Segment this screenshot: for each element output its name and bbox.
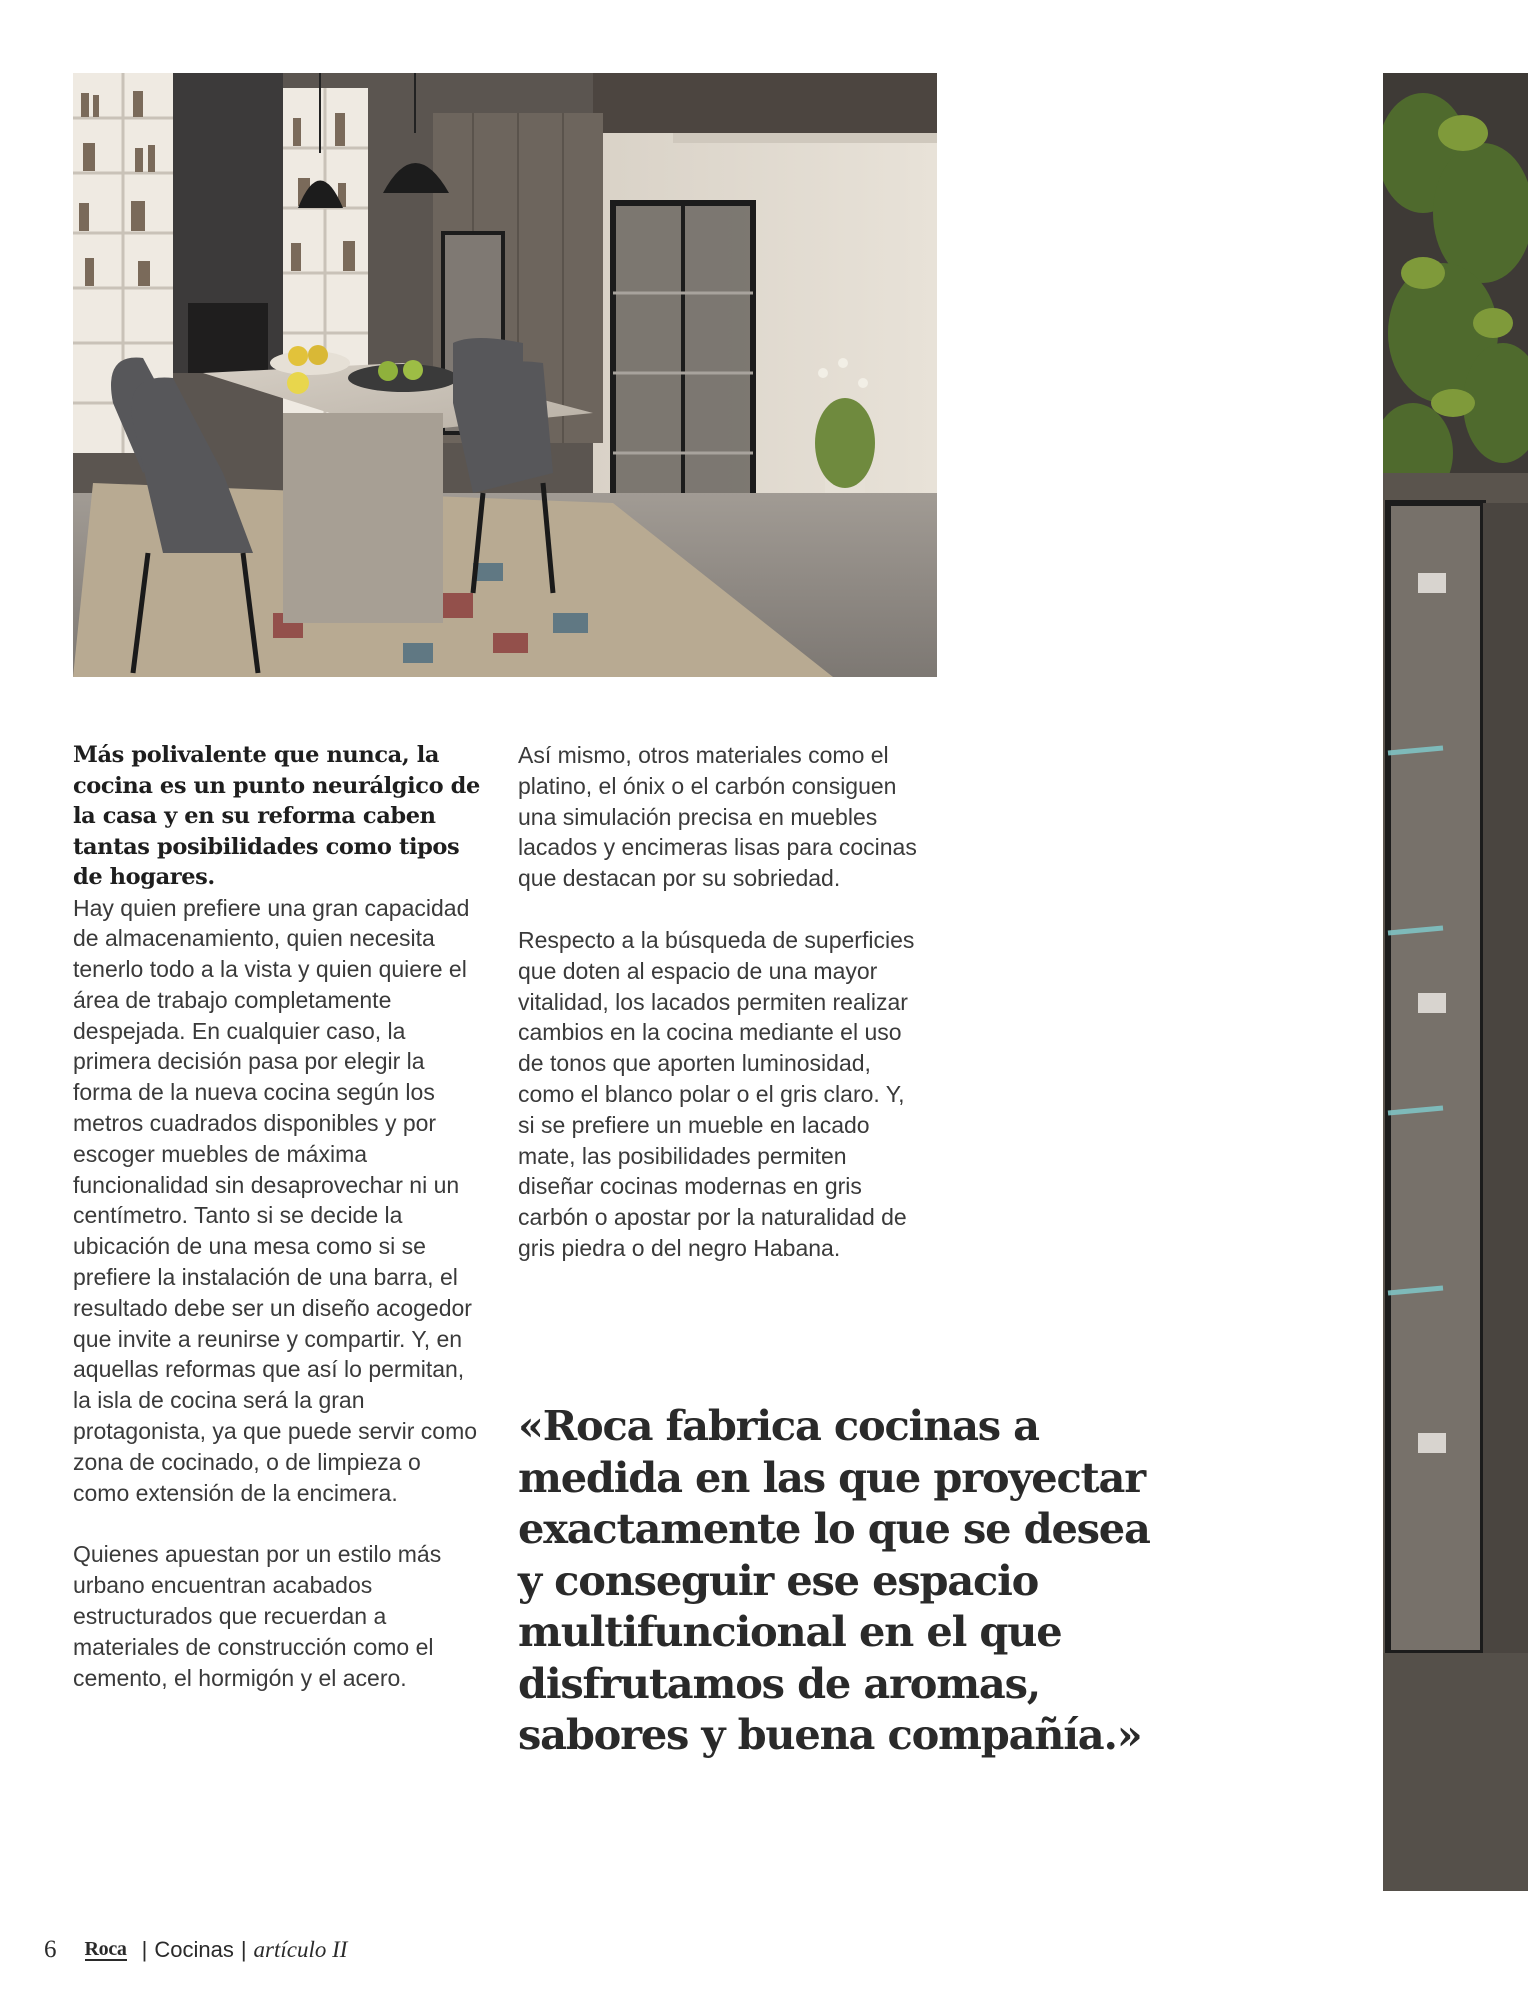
footer-separator: | bbox=[240, 1937, 247, 1962]
article-paragraph: Hay quien prefiere una gran capacidad de almacenamiento, quien necesita tenerlo todo a la vista y quien quiere el área de trabajo completamente despejada. En cualquier caso, la primera decisión pasa por elegir la forma de la nueva cocina según los metros cuadrados disponibles y por escoger muebles de máxima funcionalidad sin desaprovechar ni un centímetro. Tanto si se decide la ubicación de una mesa como si se prefiere la instalación de una barra, el resultado debe ser un diseño acogedor que invite a reunirse y compartir. Y, en aquellas reformas que así lo permitan, la isla de cocina será la gran protagonista, ya que puede servir como zona de cocinado, o de limpieza o como extensión de la encimera. bbox=[73, 894, 478, 1506]
page-footer bbox=[44, 1935, 347, 1965]
footer-separator: | bbox=[141, 1937, 148, 1962]
article-lead: Más polivalente que nunca, la cocina es un punto neurálgico de la casa y en su reforma caben tantas posibilidades como tipos de hogares. bbox=[73, 742, 480, 890]
article-column-left bbox=[73, 740, 483, 1693]
glass-cabinet-photo bbox=[1383, 73, 1528, 1891]
article-paragraph: Respecto a la búsqueda de superficies que doten al espacio de una mayor vitalidad, los lacados permiten realizar cambios en la cocina mediante el uso de tonos que aporten luminosidad, como el blanco polar o el gris claro. Y, si se prefiere un mueble en lacado mate, las posibilidades permiten diseñar cocinas modernas en gris carbón o apostar por la naturalidad de gris piedra o del negro Habana. bbox=[518, 926, 915, 1261]
article-column-middle bbox=[518, 740, 918, 1264]
footer-article-label: artículo II bbox=[253, 1937, 348, 1962]
pull-quote: «Roca fabrica cocinas a medida en las que proyectar exactamente lo que se desea y conseguir ese espacio multifuncional en el que disfrutamos de aromas, sabores y buena compañía.» bbox=[518, 1401, 1150, 1759]
article-paragraph: Así mismo, otros materiales como el platino, el ónix o el carbón consiguen una simulación precisa en muebles lacados y encimeras lisas para cocinas que destacan por su sobriedad. bbox=[518, 742, 917, 892]
roca-logo: Roca bbox=[84, 1937, 127, 1960]
article-paragraph: Quienes apuestan por un estilo más urbano encuentran acabados estructurados que recuerdan a materiales de construcción como el cemento, el hormigón y el acero. bbox=[73, 1541, 442, 1691]
kitchen-dining-photo bbox=[73, 73, 937, 677]
page-number: 6 bbox=[44, 1936, 57, 1963]
footer-section: Cocinas bbox=[154, 1937, 234, 1962]
